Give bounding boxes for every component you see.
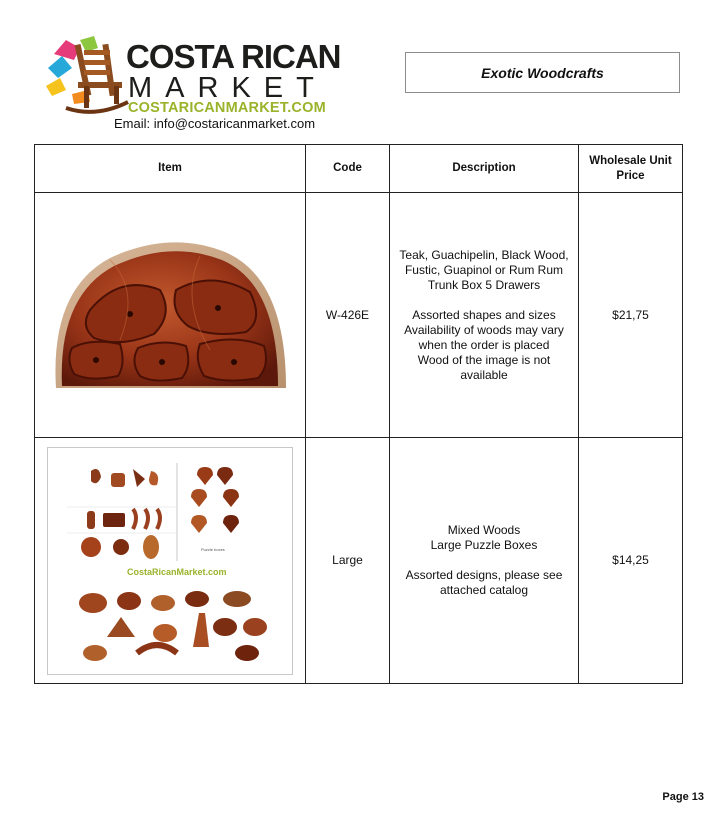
logo-text-domain: COSTARICANMARKET.COM [128,100,326,116]
section-title: Exotic Woodcrafts [481,64,604,81]
table-row [35,193,683,438]
column-header-price: Wholesale Unit Price [579,145,683,193]
item-price: $21,75 [579,193,683,438]
description-line: Mixed Woods [447,523,521,537]
svg-text:Puzzle boxes: Puzzle boxes [201,546,225,552]
item-code: W-426E [306,193,390,438]
product-table [34,144,683,684]
contact-email: Email: info@costaricanmarket.com [114,116,316,131]
description-line: Availability of woods may vary [404,322,564,337]
trunk-box-image [50,230,290,400]
description-line: Large Puzzle Boxes [430,538,538,552]
description-line: Wood of the image is not [417,352,551,367]
table-row [35,438,683,684]
column-header-item: Item [35,145,306,193]
item-image-cell [35,438,306,684]
item-price: $14,25 [579,438,683,684]
description-line: when the order is placed [418,337,550,352]
rocking-chair-logo-icon [44,34,130,116]
description-line: Fustic, Guapinol or Rum Rum [404,262,564,277]
column-header-code: Code [306,145,390,193]
item-description [390,438,579,684]
puzzle-boxes-catalog-image [47,447,293,675]
description-line: available [460,367,508,382]
description-line: Assorted designs, please see [405,568,563,582]
logo-text-costa-rican: COSTA RICAN [126,38,341,75]
section-title-box [405,52,680,93]
description-line: Assorted shapes and sizes [412,307,556,322]
description-line: Teak, Guachipelin, Black Wood, [399,247,569,262]
company-logo [44,34,341,124]
item-description [390,193,579,438]
item-image-cell [35,193,306,438]
description-line: attached catalog [439,583,529,597]
page-number: Page 13 [662,791,704,803]
item-code: Large [306,438,390,684]
description-line: Trunk Box 5 Drawers [427,277,541,292]
catalog-brand-text: CostaRicanMarket.com [127,566,227,577]
table-header-row [35,145,683,193]
logo-text-market: MARKET [128,72,327,104]
column-header-description: Description [390,145,579,193]
